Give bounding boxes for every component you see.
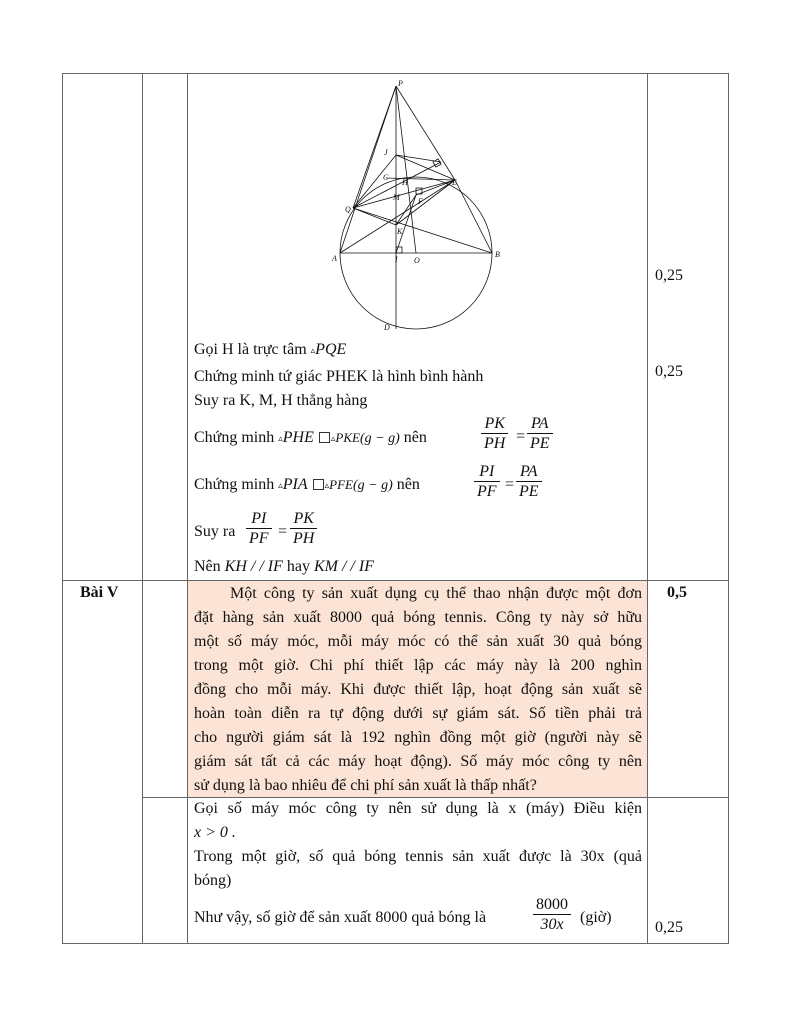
score-2: 0,25 — [655, 363, 683, 380]
svg-text:A: A — [332, 254, 337, 263]
table-border-right — [728, 73, 729, 944]
geo-line-5 — [194, 475, 420, 496]
solution-line-2: x > 0 . — [194, 824, 236, 841]
geo-line-4-case: (g − g) — [359, 431, 400, 446]
score-1: 0,25 — [655, 267, 683, 284]
table-border-bottom — [62, 943, 729, 944]
geo-line-4-mid: nên — [403, 429, 427, 446]
svg-text:M: M — [393, 193, 400, 202]
fraction-pa-pe-2: PA PE — [516, 462, 542, 501]
problem-line: hoàn toàn diễn ra tự động dưới sự giám sát. Số tiền phải trả — [194, 705, 642, 722]
table-col-divider-3 — [647, 73, 648, 944]
fraction-pa-pe: PA PE — [527, 414, 553, 453]
svg-text:O: O — [414, 256, 420, 265]
geo-line-5-tri1: PIA — [282, 476, 308, 493]
score-3: 0,5 — [667, 584, 687, 601]
geo-line-2: Chứng minh tứ giác PHEK là hình bình hành — [194, 368, 484, 385]
geo-line-6: Suy ra — [194, 523, 236, 540]
similar-symbol-icon — [319, 432, 330, 443]
fraction-pi-pf: PI PF — [474, 462, 500, 501]
solution-line-1: Gọi số máy móc công ty nên sử dụng là x (máy) Điều kiện — [194, 800, 642, 817]
equals-sign: = — [505, 476, 515, 493]
svg-text:F: F — [418, 197, 423, 206]
table-border-top — [62, 73, 729, 74]
geo-line-1-text: Gọi H là trực tâm — [194, 341, 307, 358]
svg-text:E: E — [452, 178, 457, 187]
problem-line: giám sát tất cả các máy hoạt động). Số máy móc công ty nên — [194, 753, 642, 770]
problem-line: trong một giờ. Chi phí thiết lập các máy này là 200 nghìn — [194, 657, 642, 674]
problem-line: cho người giám sát là 192 nghìn đồng một giờ (người này sẽ — [194, 729, 642, 746]
problem-line: đặt hàng sản xuất 8000 quả bóng tennis. Công ty này sở hữu — [194, 609, 642, 626]
solution-line-5-unit: (giờ) — [580, 909, 612, 926]
svg-text:I: I — [395, 255, 398, 264]
problem-statement — [194, 582, 642, 798]
table-col-divider-1 — [142, 73, 143, 944]
geo-line-5-text: Chứng minh — [194, 476, 275, 493]
geo-line-7-math2: KM / / IF — [313, 558, 374, 575]
problem-line: một số máy móc, mỗi máy móc có thể sản xuất 30 quả bóng — [194, 633, 642, 650]
geo-line-7-mid: hay — [286, 558, 310, 575]
triangle-icon: ▵ — [278, 433, 283, 443]
svg-text:H: H — [402, 178, 408, 187]
problem-line: đồng cho mỗi máy. Khi được thiết lập, hoạt động sản xuất sẽ — [194, 681, 642, 698]
table-border-left — [62, 73, 63, 944]
problem-line: sử dụng là bao nhiêu để chi phí sản xuất là thấp nhất? — [194, 777, 537, 794]
section-label: Bài V — [80, 584, 119, 601]
geo-line-7 — [194, 557, 374, 577]
triangle-icon: ▵ — [278, 480, 283, 490]
solution-text — [194, 797, 642, 893]
geo-line-4-text: Chứng minh — [194, 429, 275, 446]
solution-line-5: Như vậy, số giờ để sản xuất 8000 quả bóng là — [194, 909, 487, 926]
geo-line-1 — [194, 340, 346, 360]
geo-line-1-math: PQE — [315, 341, 347, 358]
svg-text:B: B — [495, 250, 500, 259]
geometry-figure — [330, 78, 510, 334]
geo-line-5-case: (g − g) — [353, 478, 393, 493]
fraction-pk-ph-2: PK PH — [290, 509, 317, 548]
fraction-pi-pf-2: PI PF — [246, 509, 272, 548]
equals-sign: = — [278, 523, 288, 540]
geo-line-3: Suy ra K, M, H thẳng hàng — [194, 392, 368, 409]
svg-text:D: D — [384, 323, 390, 332]
svg-text:K: K — [397, 227, 403, 236]
geo-line-5-tri2: PFE — [329, 477, 353, 492]
table-col-divider-2 — [187, 73, 188, 944]
geo-line-4 — [194, 428, 427, 449]
geo-line-7-text: Nên — [194, 558, 221, 575]
problem-line: Một công ty sản xuất dụng cụ thể thao nhận được một đơn — [230, 585, 642, 602]
fraction-pk-ph: PK PH — [481, 414, 508, 453]
score-4: 0,25 — [655, 919, 683, 936]
triangle-icon: ▵ — [324, 480, 330, 490]
similar-symbol-icon — [313, 479, 324, 490]
geo-line-4-tri1: PHE — [282, 429, 314, 446]
geo-line-5-mid: nên — [396, 476, 420, 493]
solution-line-3: Trong một giờ, số quả bóng tennis sản xuất được là 30x (quả — [194, 848, 642, 865]
geo-line-7-math1: KH / / IF — [224, 558, 283, 575]
svg-text:Q: Q — [345, 205, 351, 214]
equals-sign: = — [516, 428, 526, 445]
triangle-icon: ▵ — [310, 345, 316, 355]
svg-text:P: P — [398, 79, 403, 88]
geo-line-4-tri2: PKE — [335, 430, 360, 445]
triangle-icon: ▵ — [330, 433, 336, 443]
solution-line-4: bóng) — [194, 872, 232, 889]
svg-text:C: C — [383, 173, 389, 182]
svg-text:J: J — [384, 148, 388, 157]
fraction-8000-30x: 8000 30x — [533, 895, 571, 934]
